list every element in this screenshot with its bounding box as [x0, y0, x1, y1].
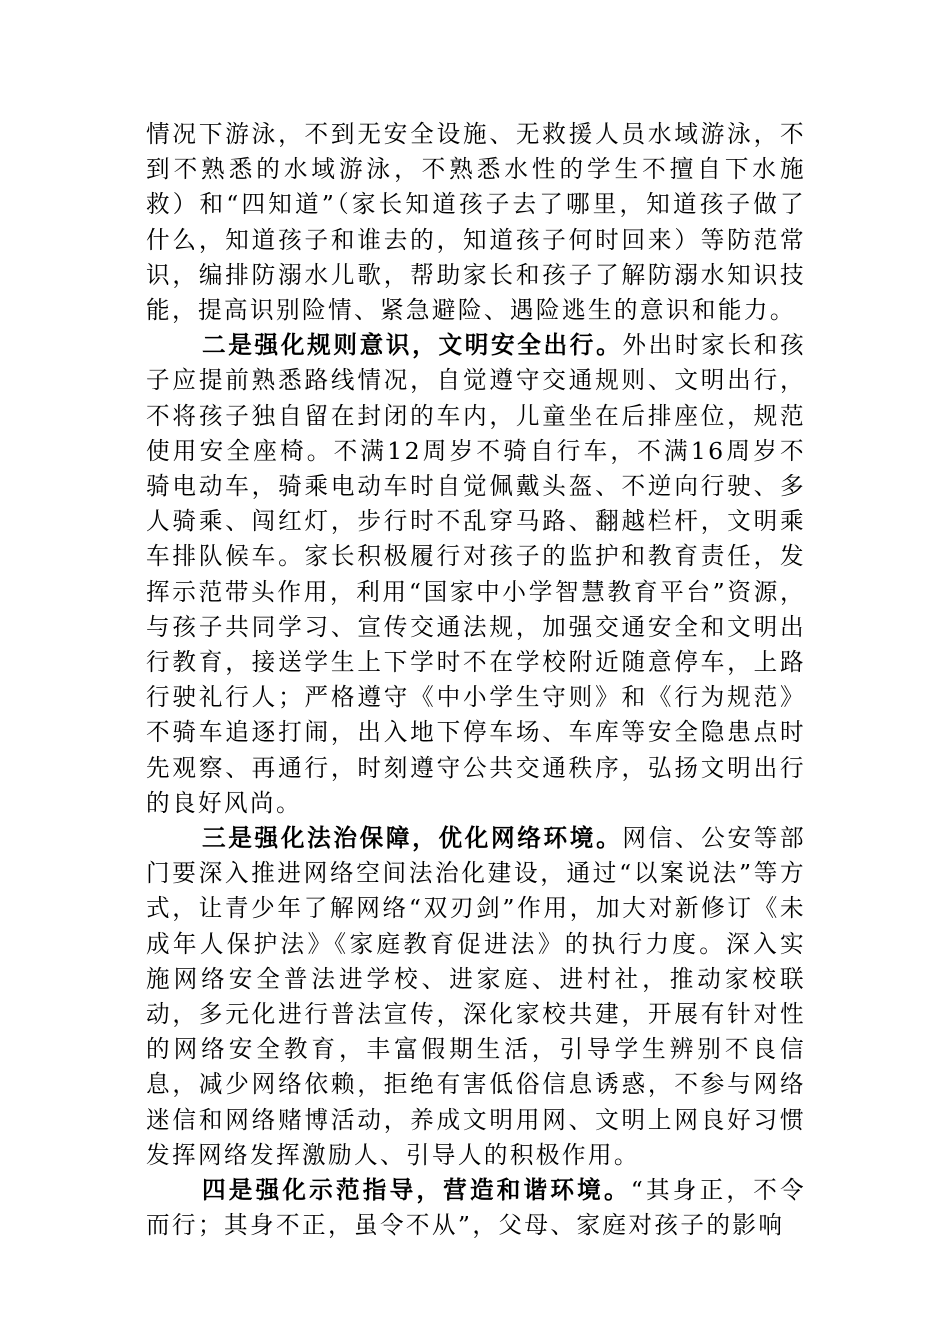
paragraph-lead: 四是强化示范指导，营造和谐环境。: [202, 1176, 631, 1205]
paragraph-traffic-safety: [146, 328, 806, 821]
paragraph-lead: 三是强化法治保障，优化网络环境。: [202, 824, 623, 853]
paragraph-body: 外出时家长和孩子应提前熟悉路线情况，自觉遵守交通规则、文明出行，不将孩子独自留在封闭的车内，儿童坐在后排座位，规范使用安全座椅。不满12周岁不骑自行车，不满16周岁不骑电动车，骑乘电动车时自觉佩戴头盔、不逆向行驶、多人骑乘、闯红灯，步行时不乱穿马路、翻越栏杆，文明乘车排队候车。家长积极履行对孩子的监护和教育责任，发挥示范带头作用，利用“国家中小学智慧教育平台”资源，与孩子共同学习、宣传交通法规，加强交通安全和文明出行教育，接送学生上下学时不在学校附近随意停车，上路行驶礼行人；严格遵守《中小学生守则》和《行为规范》不骑车追逐打闹，出入地下停车场、车库等安全隐患点时先观察、再通行，时刻遵守公共交通秩序，弘扬文明出行的良好风尚。: [146, 331, 806, 817]
paragraph-body: “其身正，不令而行；其身不正，虽令不从”，父母、家庭对孩子的影响: [146, 1176, 806, 1240]
paragraph-lead: 二是强化规则意识，文明安全出行。: [202, 331, 623, 360]
paragraph-network-environment: [146, 821, 806, 1173]
paragraph-body: 情况下游泳，不到无安全设施、无救援人员水域游泳，不到不熟悉的水域游泳，不熟悉水性的学生不擅自下水施救）和“四知道”（家长知道孩子去了哪里，知道孩子做了什么，知道孩子和谁去的，知道孩子何时回来）等防范常识，编排防溺水儿歌，帮助家长和孩子了解防溺水知识技能，提高识别险情、紧急避险、遇险逃生的意识和能力。: [146, 120, 806, 325]
paragraph-body: 网信、公安等部门要深入推进网络空间法治化建设，通过“以案说法”等方式，让青少年了解网络“双刃剑”作用，加大对新修订《未成年人保护法》《家庭教育促进法》的执行力度。深入实施网络安全普法进学校、进家庭、进村社，推动家校联动，多元化进行普法宣传，深化家校共建，开展有针对性的网络安全教育，丰富假期生活，引导学生辨别不良信息，减少网络依赖，拒绝有害低俗信息诱惑，不参与网络迷信和网络赌博活动，养成文明用网、文明上网良好习惯发挥网络发挥激励人、引导人的积极作用。: [146, 824, 806, 1169]
paragraph-family-example: [146, 1173, 806, 1243]
paragraph-drowning-prevention: [146, 117, 806, 328]
document-page: [146, 117, 806, 1244]
